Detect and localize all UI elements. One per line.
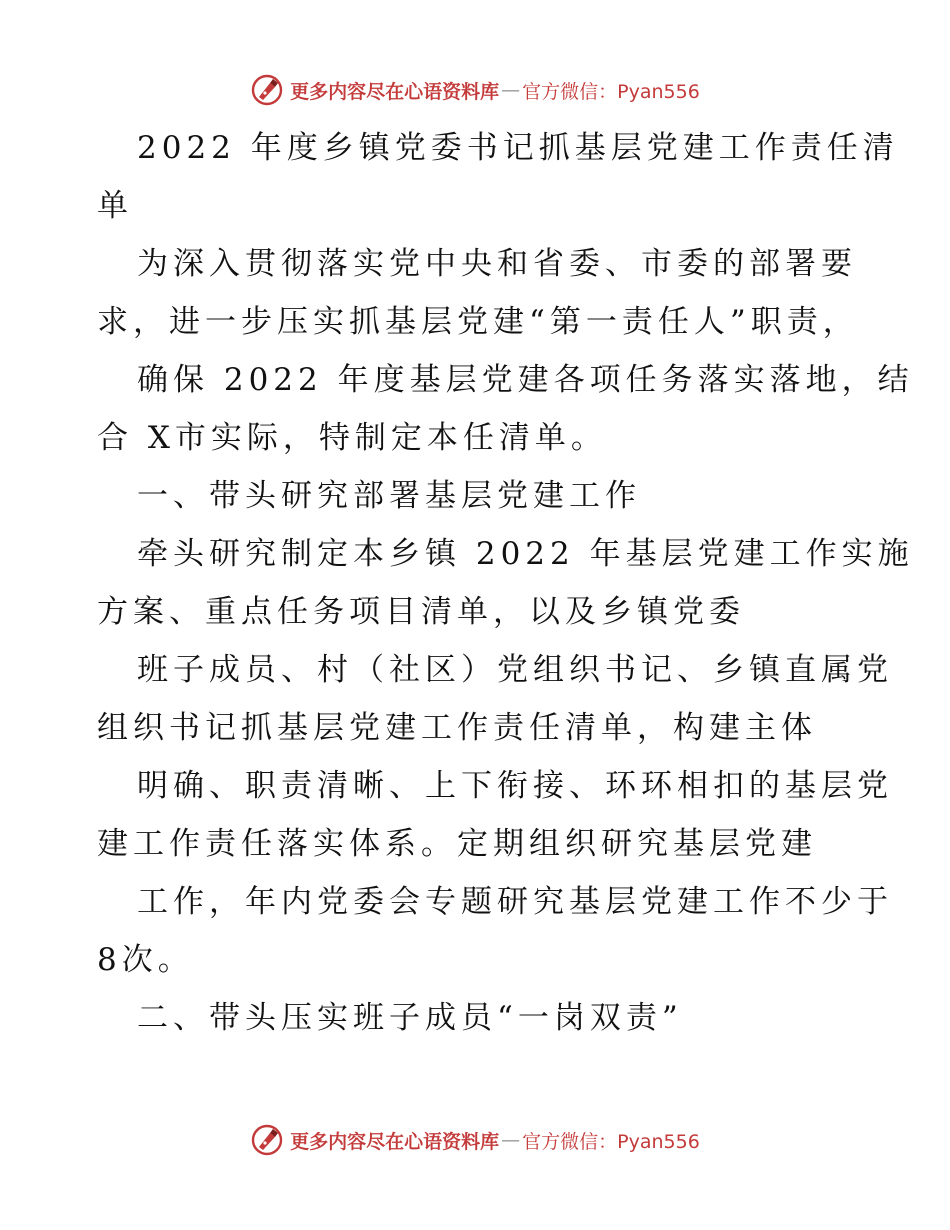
paragraph-line: 求，进一步压实抓基层党建“第一责任人”职责，	[97, 304, 859, 340]
watermark-separator: —	[501, 1129, 521, 1151]
watermark-contact: 官方微信：Pyan556	[522, 1130, 700, 1153]
paragraph-line: 班子成员、村（社区）党组织书记、乡镇直属党	[137, 652, 893, 688]
paragraph-line: 明确、职责清晰、上下衔接、环环相扣的基层党	[137, 768, 893, 804]
paragraph-line: 组织书记抓基层党建工作责任清单，构建主体	[97, 710, 817, 746]
paragraph-line: 方案、重点任务项目清单，以及乡镇党委	[97, 594, 745, 630]
document-title-line-2: 单	[97, 188, 133, 224]
paragraph-line: 牵头研究制定本乡镇 2022 年基层党建工作实施	[137, 536, 914, 572]
document-title-line-1: 2022 年度乡镇党委书记抓基层党建工作责任清	[137, 130, 899, 166]
watermark-contact: 官方微信：Pyan556	[522, 80, 700, 103]
paragraph-line: 工作，年内党委会专题研究基层党建工作不少于	[137, 884, 893, 920]
section-heading-1: 一、带头研究部署基层党建工作	[137, 478, 641, 514]
watermark-text: 更多内容尽在心语资料库	[290, 80, 500, 103]
footer-watermark-banner	[0, 1118, 950, 1162]
paragraph-line: 8次。	[97, 942, 194, 978]
header-watermark-banner	[0, 68, 950, 112]
paragraph-line: 合 X市实际，特制定本任清单。	[97, 420, 607, 456]
pen-nib-logo-icon	[250, 73, 284, 107]
watermark-separator: —	[501, 79, 521, 101]
watermark-text: 更多内容尽在心语资料库	[290, 1130, 500, 1153]
pen-nib-logo-icon	[250, 1123, 284, 1157]
section-heading-2: 二、带头压实班子成员“一岗双责”	[137, 1000, 683, 1036]
paragraph-line: 建工作责任落实体系。定期组织研究基层党建	[97, 826, 817, 862]
paragraph-line: 为深入贯彻落实党中央和省委、市委的部署要	[137, 246, 857, 282]
paragraph-line: 确保 2022 年度基层党建各项任务落实落地，结	[137, 362, 914, 398]
